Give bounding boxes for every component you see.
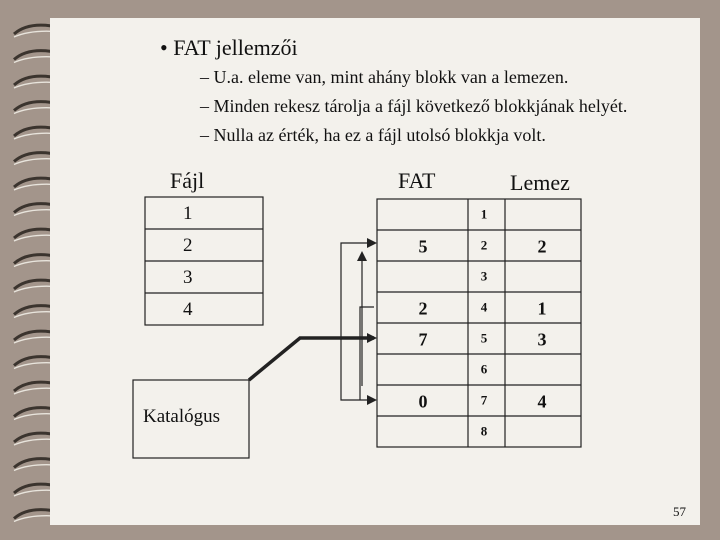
main-bullet: • FAT jellemzői	[160, 35, 298, 60]
fat-entry-value: 7	[418, 329, 428, 350]
file-table	[145, 197, 263, 325]
sub-bullet-3-text: Nulla az érték, ha ez a fájl utolsó blokkja volt.	[213, 125, 546, 145]
file-row-3: 3	[183, 267, 193, 288]
chain-arrowhead-2	[367, 238, 377, 248]
fat-entry-index: 8	[480, 423, 488, 439]
sub-bullet-1-text: U.a. eleme van, mint ahány blokk van a lemezen.	[213, 67, 569, 87]
sub-bullet-1: – U.a. eleme van, mint ahány blokk van a lemezen.	[200, 67, 569, 87]
sub-bullet-3: – Nulla az érték, ha ez a fájl utolsó blokkja volt.	[200, 125, 546, 145]
file-row-4: 4	[183, 299, 193, 320]
header-fat: FAT	[398, 168, 436, 193]
fat-entry-value: 2	[418, 298, 428, 319]
sub-bullet-2-text: Minden rekesz tárolja a fájl következő blokkjának helyét.	[213, 96, 628, 116]
fat-table	[377, 199, 581, 447]
chain-line-outer	[341, 243, 374, 400]
fat-entry-index: 3	[480, 268, 488, 284]
disk-block-value: 3	[537, 329, 547, 350]
directory-pointer-arrowhead	[367, 333, 377, 343]
header-file: Fájl	[170, 168, 205, 193]
sub-bullet-2: – Minden rekesz tárolja a fájl következő blokkjának helyét.	[200, 96, 628, 116]
fat-entry-index: 7	[480, 392, 488, 408]
disk-block-value: 1	[537, 298, 547, 319]
fat-entry-index: 4	[480, 299, 488, 315]
chain-arrowhead-7	[367, 395, 377, 405]
fat-entry-index: 2	[480, 237, 488, 253]
file-row-2: 2	[183, 235, 193, 256]
main-bullet-text: FAT jellemzői	[173, 35, 298, 60]
directory-label: Katalógus	[143, 406, 221, 427]
disk-block-value: 2	[537, 236, 547, 257]
disk-block-value: 4	[537, 391, 547, 412]
directory-pointer-line	[249, 338, 374, 380]
page-number: 57	[673, 504, 686, 519]
fat-entry-value: 5	[418, 236, 428, 257]
fat-entry-index: 5	[480, 330, 488, 346]
fat-entry-index: 1	[480, 206, 488, 222]
chain-arrowhead-up	[357, 251, 367, 261]
file-row-1: 1	[183, 203, 193, 224]
fat-entry-index: 6	[480, 361, 488, 377]
fat-entry-value: 0	[418, 391, 428, 412]
header-disk: Lemez	[510, 170, 570, 195]
